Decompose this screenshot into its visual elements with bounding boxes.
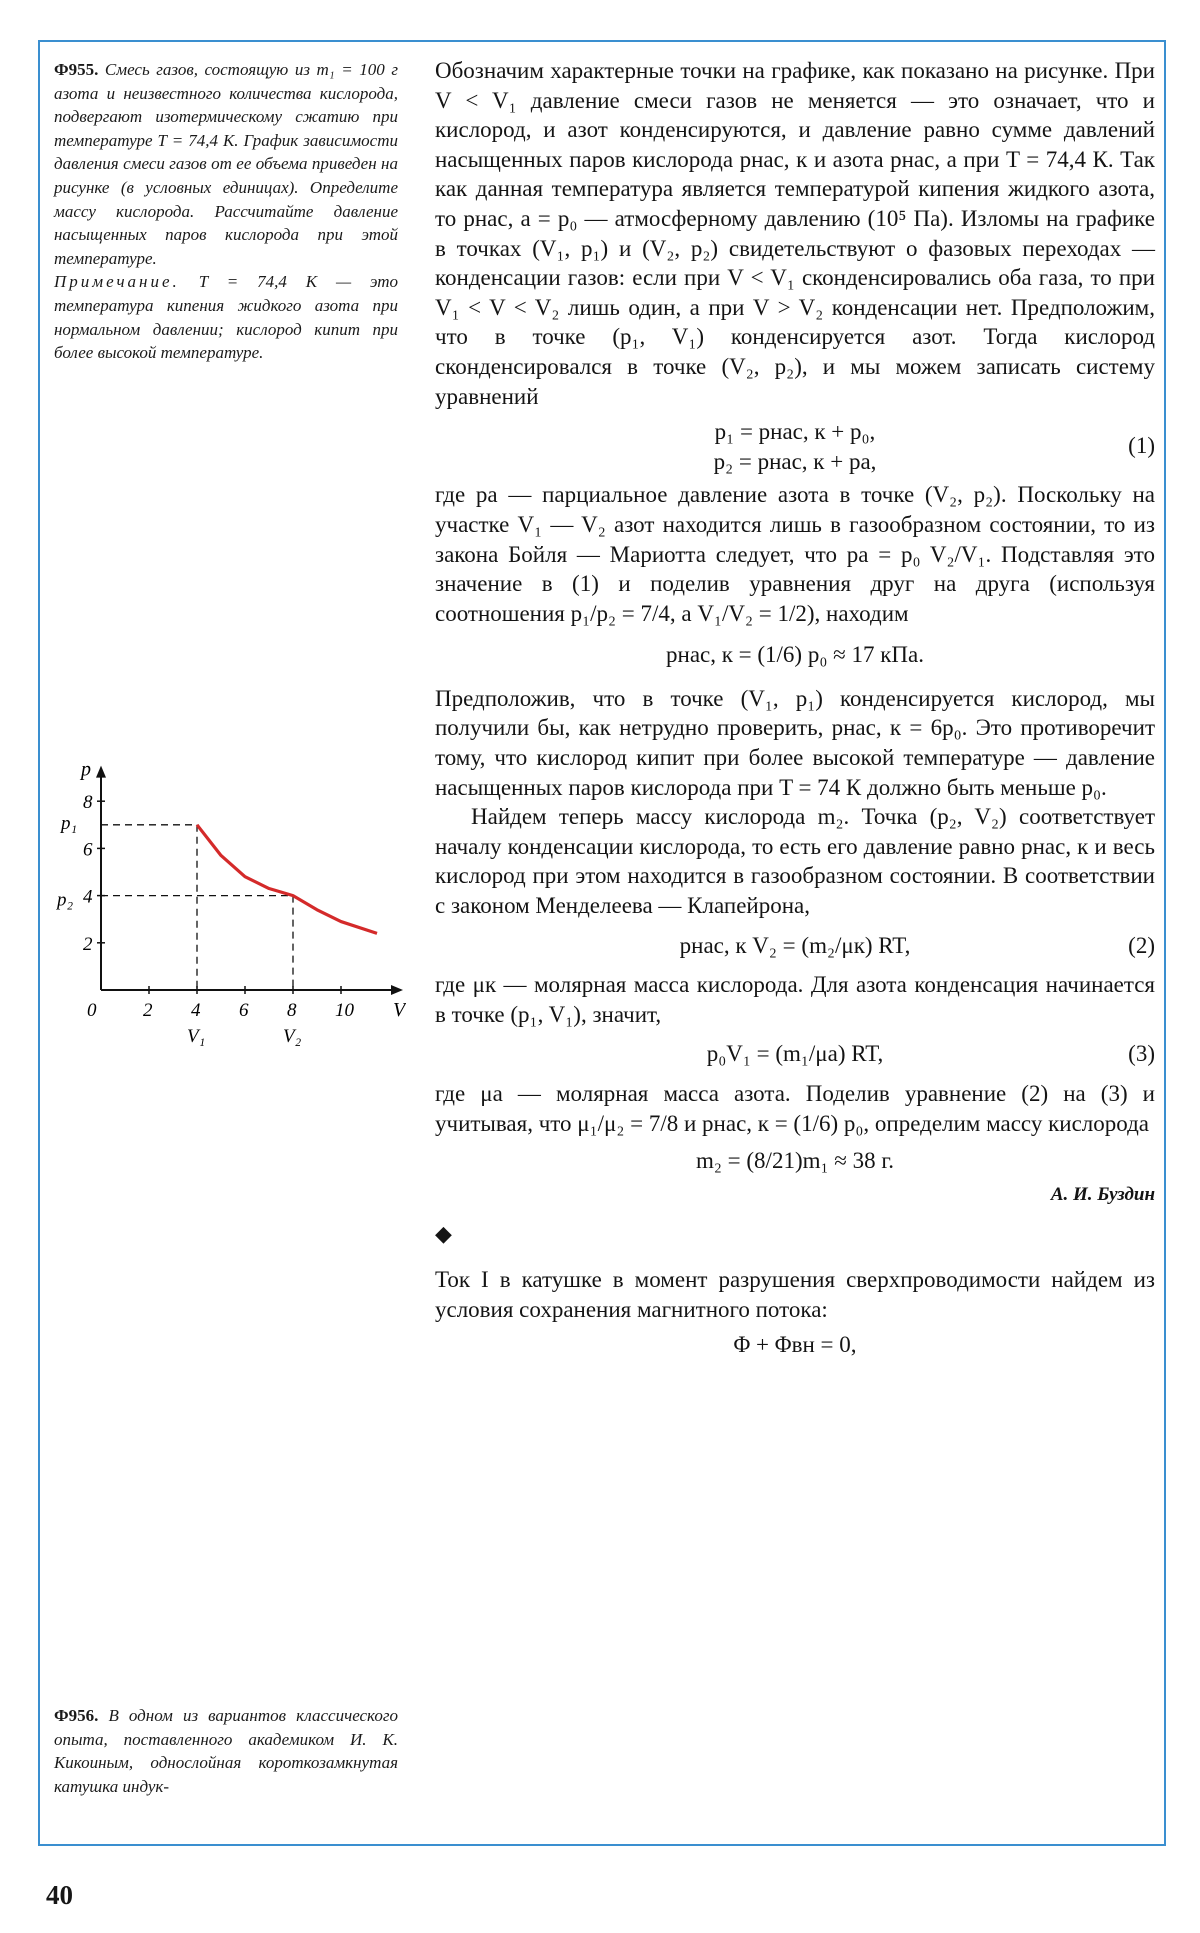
problem-955-statement	[54, 58, 398, 365]
equation-final-text: m₂ = (8/21)m₁ ≈ 38 г.	[696, 1148, 894, 1174]
solution-paragraph-2: где pа — парциальное давление азота в точке (V₂, p₂). Поскольку на участке V₁ — V₂ азот находится лишь в газообразном состоянии, то из закона Бойля — Мариотта следует, что pа = p₀ V₂/V₁. Подставляя это значение в (1) и поделив уравнения друг на друга (используя соотношения p₁/p₂ = 7/4, а V₁/V₂ = 1/2), находим	[435, 482, 1155, 626]
section-separator: ◆	[435, 1221, 452, 1247]
y-tick-label: 2	[83, 933, 93, 955]
solution-paragraph-1: Обозначим характерные точки на графике, как показано на рисунке. При V < V₁ давление смеси газов не меняется — это означает, что и кислород, и азот конденсируются, и давление равно сумме давлений насыщенных паров кислорода pнас, к и азота pнас, а при T = 74,4 К. Так как данная температура является температурой кипения жидкого азота, то pнас, а = p₀ — атмосферному давлению (10⁵ Па). Изломы на графике в точках (V₁, p₁) и (V₂, p₂) свидетельствуют о фазовых переходах — конденсации газов: если при V < V₁ сконденсировались оба газа, то при V₁ < V < V₂ лишь один, а при V > V₂ конденсации нет. Предположим, что в точке (p₁, V₁) конденсируется азот. Тогда кислород сконденсировался в точке (V₂, p₂), и мы можем записать систему уравнений	[435, 58, 1155, 409]
equation-final	[435, 1146, 1155, 1176]
problem-956-label: Ф956.	[54, 1706, 99, 1725]
problem-955-note-label: Примечание.	[54, 272, 180, 292]
equation-result-text: pнас, к = (1/6) p₀ ≈ 17 кПа.	[666, 642, 924, 668]
equation-1-line-2: p₂ = pнас, к + pа,	[713, 448, 877, 474]
x-axis-label: V	[393, 999, 406, 1021]
p1-label: p₁	[61, 812, 78, 834]
x-tick-label: 6	[239, 1000, 249, 1021]
equation-flux	[435, 1330, 1155, 1360]
solution-paragraph-4: Найдем теперь массу кислорода m₂. Точка (p₂, V₂) соответствует началу конденсации кислорода, то есть его давление равно pнас, к и весь кислород при этом находится в газообразном состоянии. В соответствии с законом Менделеева — Клапейрона,	[435, 804, 1155, 919]
equation-3-number: (3)	[1128, 1041, 1155, 1067]
solution-956-paragraph: Ток I в катушке в момент разрушения сверхпроводимости найдем из условия сохранения магнитного потока:	[435, 1266, 1155, 1322]
x-tick-label: 2	[143, 1000, 153, 1021]
y-tick-label: 8	[83, 792, 93, 814]
solution-paragraph-3: Предположив, что в точке (V₁, p₁) конденсируется кислород, мы получили бы, как нетрудно проверить, pнас, к = 6p₀. Это противоречит тому, что кислород кипит при более высокой температуре — давление насыщенных паров кислорода при T = 74 К должно быть меньше p₀.	[435, 685, 1155, 800]
solution-955	[435, 56, 1155, 1360]
x-tick-label: 8	[287, 1000, 297, 1021]
author-signature: А. И. Буздин	[1050, 1183, 1155, 1205]
pressure-volume-plot	[56, 740, 406, 1050]
equation-1-number: (1)	[1128, 433, 1155, 459]
problem-955-text: Смесь газов, состоящую из m₁ = 100 г азота и неизвестного количества кислорода, подвергают изотермическому сжатию при температуре T = 74,4 К. График зависимости давления смеси газов от ее объема приведен на рисунке (в условных единицах). Определите массу кислорода. Рассчитайте давление насыщенных паров кислорода при этой температуре.	[54, 60, 398, 268]
equation-2-number: (2)	[1128, 932, 1155, 958]
problem-955-label: Ф955.	[54, 60, 99, 79]
x-tick-label: 0	[87, 1000, 97, 1021]
y-tick-label: 6	[83, 839, 93, 861]
p2-label: p₂	[57, 889, 74, 911]
problem-956-text: В одном из вариантов классического опыта, поставленного академиком И. К. Кикоиным, однослойная короткозамкнутая катушка индук-	[54, 1706, 398, 1796]
v2-label: V₂	[283, 1026, 302, 1047]
equation-3-text: p₀V₁ = (m₁/μа) RT,	[706, 1041, 884, 1067]
equation-1-line-1: p₁ = pнас, к + p₀,	[714, 419, 876, 445]
equation-3	[435, 1039, 1155, 1069]
y-axis-label: p	[81, 758, 91, 781]
x-axis-arrow	[391, 985, 403, 995]
solution-paragraph-5: где μк — молярная масса кислорода. Для азота конденсация начинается в точке (p₁, V₁), значит,	[435, 972, 1155, 1027]
pressure-curve	[197, 825, 377, 934]
v1-label: V₁	[187, 1026, 206, 1047]
problem-955-note-text: T = 74,4 К — это температура кипения жидкого азота при нормальном давлении; кислород кипит при более высокой температуре.	[54, 272, 399, 363]
y-tick-label: 4	[83, 886, 93, 908]
x-tick-label: 4	[191, 1000, 201, 1021]
equation-2	[435, 931, 1155, 961]
problem-956-statement	[54, 1704, 398, 1798]
equation-2-text: pнас, к V₂ = (m₂/μк) RT,	[679, 932, 911, 958]
y-axis-arrow	[96, 766, 106, 778]
equation-flux-text: Φ + Φвн = 0,	[733, 1332, 857, 1358]
page-number: 40	[46, 1880, 73, 1910]
equation-system-1	[435, 417, 1155, 476]
x-tick-label: 10	[335, 1000, 354, 1021]
equation-result	[435, 640, 1155, 670]
solution-paragraph-6: где μа — молярная масса азота. Поделив уравнение (2) на (3) и учитывая, что μ₁/μ₂ = 7/8 и pнас, к = (1/6) p₀, определим массу кислорода	[435, 1081, 1155, 1136]
